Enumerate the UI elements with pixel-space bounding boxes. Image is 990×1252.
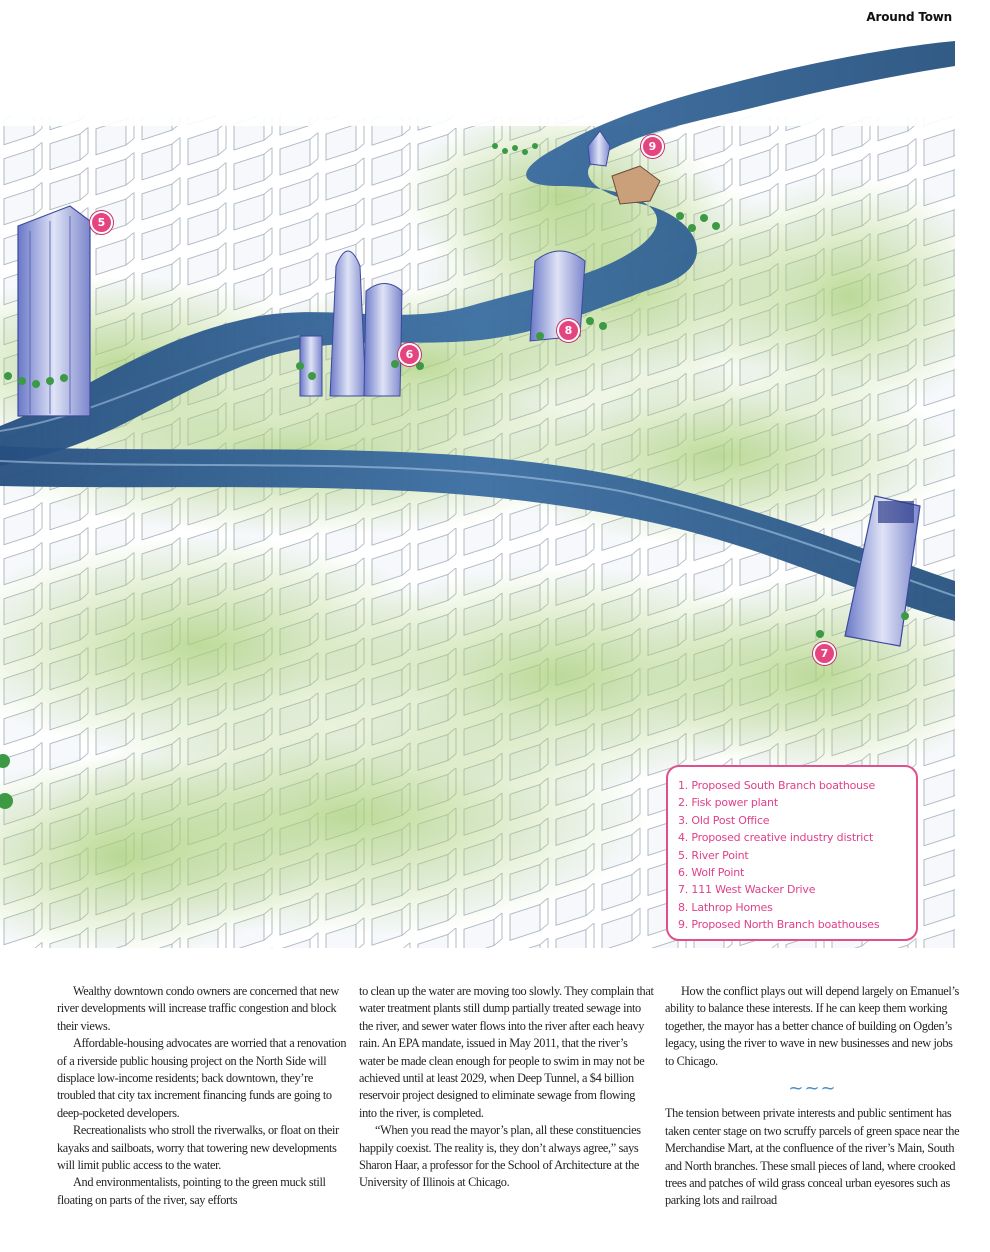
legend-item: 9. Proposed North Branch boathouses	[678, 918, 880, 932]
paragraph: And environmentalists, pointing to the green muck still floating on parts of the river, say efforts	[57, 1175, 326, 1207]
legend-item: 1. Proposed South Branch boathouse	[678, 779, 876, 792]
legend-item: 6. Wolf Point	[678, 866, 745, 880]
article-body	[57, 983, 960, 1248]
legend-item: 7. 111 West Wacker Drive	[678, 883, 816, 897]
map-marker-5: 5	[90, 211, 113, 234]
article-column-3	[665, 983, 960, 1210]
paragraph: Wealthy downtown condo owners are concerned that new river developments will increase traffic congestion and block their views.	[57, 984, 339, 1033]
paragraph: How the conflict plays out will depend largely on Emanuel’s ability to balance these interests. If he can keep them working together, the mayor has a better chance of building on Ogden’s legacy, using the river to wave in new businesses and new jobs to Chicago.	[665, 984, 959, 1068]
section-label: Around Town	[866, 10, 952, 24]
legend-item: 8. Lathrop Homes	[678, 900, 773, 914]
legend-item: 4. Proposed creative industry district	[678, 831, 874, 845]
legend-item: 5. River Point	[678, 848, 749, 862]
map-legend	[666, 765, 918, 941]
paragraph: “When you read the mayor’s plan, all these constituencies happily coexist. The reality is, they don’t always agree,” says Sharon Haar, a professor for the School of Architecture at the University of Illinois at Chicago.	[359, 1123, 641, 1190]
paragraph: The tension between private interests and public sentiment has taken center stage on two scruffy parcels of green space near the Merchandise Mart, at the confluence of the river’s Main, South and North branches. These small pieces of land, where crooked trees and patches of wild grass conceal urban eyesores such as parking lots and railroad	[665, 1106, 960, 1208]
map-marker-6: 6	[398, 343, 421, 366]
paragraph: Affordable-housing advocates are worried that a renovation of a riverside public housing project on the North Side will displace low-income residents; back downtown, they’re troubled that city tax increment financing funds are going to deep-pocketed developers.	[57, 1036, 347, 1120]
article-column-1	[57, 983, 352, 1209]
legend-item: 2. Fisk power plant	[678, 796, 778, 810]
map-marker-7: 7	[813, 642, 836, 665]
map-marker-9: 9	[641, 135, 664, 158]
article-column-2	[359, 983, 654, 1192]
legend-item: 3. Old Post Office	[678, 813, 770, 827]
paragraph: to clean up the water are moving too slowly. They complain that water treatment plants still dump partially treated sewage into the river, and sewer water flows into the river after each heavy rain. An EPA mandate, issued in May 2011, that the river’s water be made clean enough for people to swim in may not be achieved until at least 2029, when Deep Tunnel, a $4 billion reservoir project designed to eliminate sewage from flowing into the river, is completed.	[359, 984, 654, 1120]
paragraph: Recreationalists who stroll the riverwalks, or float on their kayaks and sailboats, worry that towering new developments will limit public access to the water.	[57, 1123, 339, 1173]
map-marker-8: 8	[557, 319, 580, 342]
section-break-ornament: ~~~	[788, 1078, 837, 1100]
